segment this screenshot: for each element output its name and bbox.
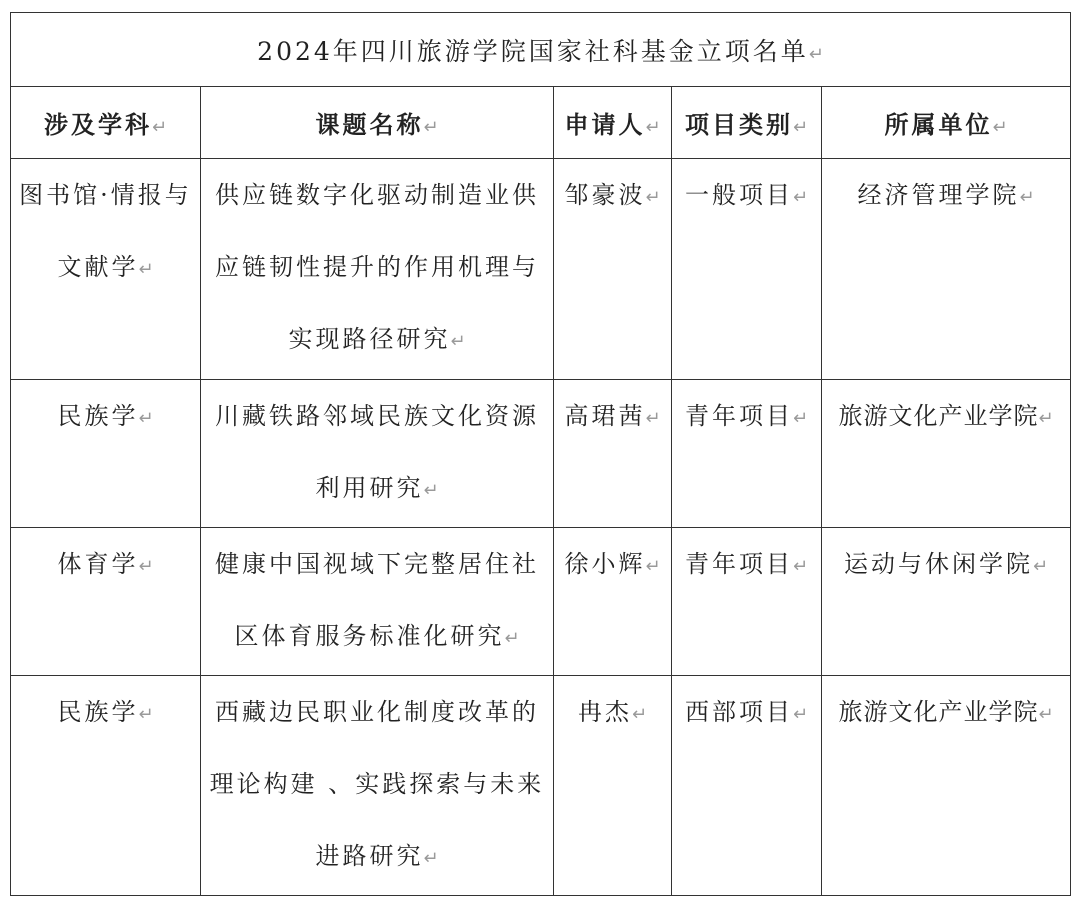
paragraph-mark-icon: ↵ [138, 408, 154, 429]
paragraph-mark-icon: ↵ [423, 117, 439, 138]
table-row [11, 380, 1071, 528]
cell-applicant: 高珺茜↵ [554, 380, 672, 528]
cell-category: 西部项目↵ [672, 676, 822, 896]
table-row [11, 676, 1071, 896]
paragraph-mark-icon: ↵ [138, 259, 154, 280]
paragraph-mark-icon: ↵ [423, 480, 439, 501]
table-row [11, 528, 1071, 676]
cell-unit: 旅游文化产业学院↵ [822, 380, 1071, 528]
paragraph-mark-icon: ↵ [138, 556, 154, 577]
cell-discipline: 民族学↵ [11, 380, 201, 528]
title-row [11, 13, 1071, 87]
cell-project-title: 健康中国视域下完整居住社区体育服务标准化研究↵ [201, 528, 554, 676]
table-row [11, 159, 1071, 380]
paragraph-mark-icon: ↵ [792, 556, 809, 577]
paragraph-mark-icon: ↵ [808, 43, 824, 65]
paragraph-mark-icon: ↵ [992, 117, 1008, 138]
header-category: 项目类别↵ [672, 87, 822, 159]
cell-unit: 运动与休闲学院↵ [822, 528, 1071, 676]
project-list-table [10, 12, 1071, 896]
header-project-title: 课题名称↵ [201, 87, 554, 159]
paragraph-mark-icon: ↵ [645, 556, 661, 577]
cell-project-title: 川藏铁路邻域民族文化资源利用研究↵ [201, 380, 554, 528]
header-unit: 所属单位↵ [822, 87, 1071, 159]
paragraph-mark-icon: ↵ [792, 408, 809, 429]
paragraph-mark-icon: ↵ [792, 117, 809, 138]
cell-discipline: 民族学↵ [11, 676, 201, 896]
paragraph-mark-icon: ↵ [1038, 704, 1054, 725]
paragraph-mark-icon: ↵ [450, 331, 466, 352]
paragraph-mark-icon: ↵ [645, 408, 661, 429]
table-title-cell [11, 13, 1071, 87]
header-row [11, 87, 1071, 159]
paragraph-mark-icon: ↵ [1038, 408, 1054, 429]
paragraph-mark-icon: ↵ [792, 704, 809, 725]
cell-applicant: 冉杰↵ [554, 676, 672, 896]
cell-applicant: 邹豪波↵ [554, 159, 672, 380]
cell-unit: 旅游文化产业学院↵ [822, 676, 1071, 896]
cell-category: 青年项目↵ [672, 380, 822, 528]
cell-unit: 经济管理学院↵ [822, 159, 1071, 380]
cell-category: 一般项目↵ [672, 159, 822, 380]
cell-category: 青年项目↵ [672, 528, 822, 676]
paragraph-mark-icon: ↵ [1019, 187, 1035, 208]
cell-project-title: 供应链数字化驱动制造业供应链韧性提升的作用机理与实现路径研究↵ [201, 159, 554, 380]
header-discipline: 涉及学科↵ [11, 87, 201, 159]
paragraph-mark-icon: ↵ [138, 704, 154, 725]
cell-applicant: 徐小辉↵ [554, 528, 672, 676]
paragraph-mark-icon: ↵ [423, 848, 439, 869]
paragraph-mark-icon: ↵ [151, 117, 168, 138]
paragraph-mark-icon: ↵ [792, 187, 809, 208]
paragraph-mark-icon: ↵ [645, 117, 661, 138]
table-title: 2024年四川旅游学院国家社科基金立项名单 [257, 36, 809, 66]
header-applicant: 申请人↵ [554, 87, 672, 159]
paragraph-mark-icon: ↵ [1032, 556, 1049, 577]
cell-discipline: 图书馆·情报与文献学↵ [11, 159, 201, 380]
paragraph-mark-icon: ↵ [504, 628, 520, 649]
paragraph-mark-icon: ↵ [645, 187, 661, 208]
paragraph-mark-icon: ↵ [631, 704, 648, 725]
cell-discipline: 体育学↵ [11, 528, 201, 676]
cell-project-title: 西藏边民职业化制度改革的理论构建 、实践探索与未来进路研究↵ [201, 676, 554, 896]
